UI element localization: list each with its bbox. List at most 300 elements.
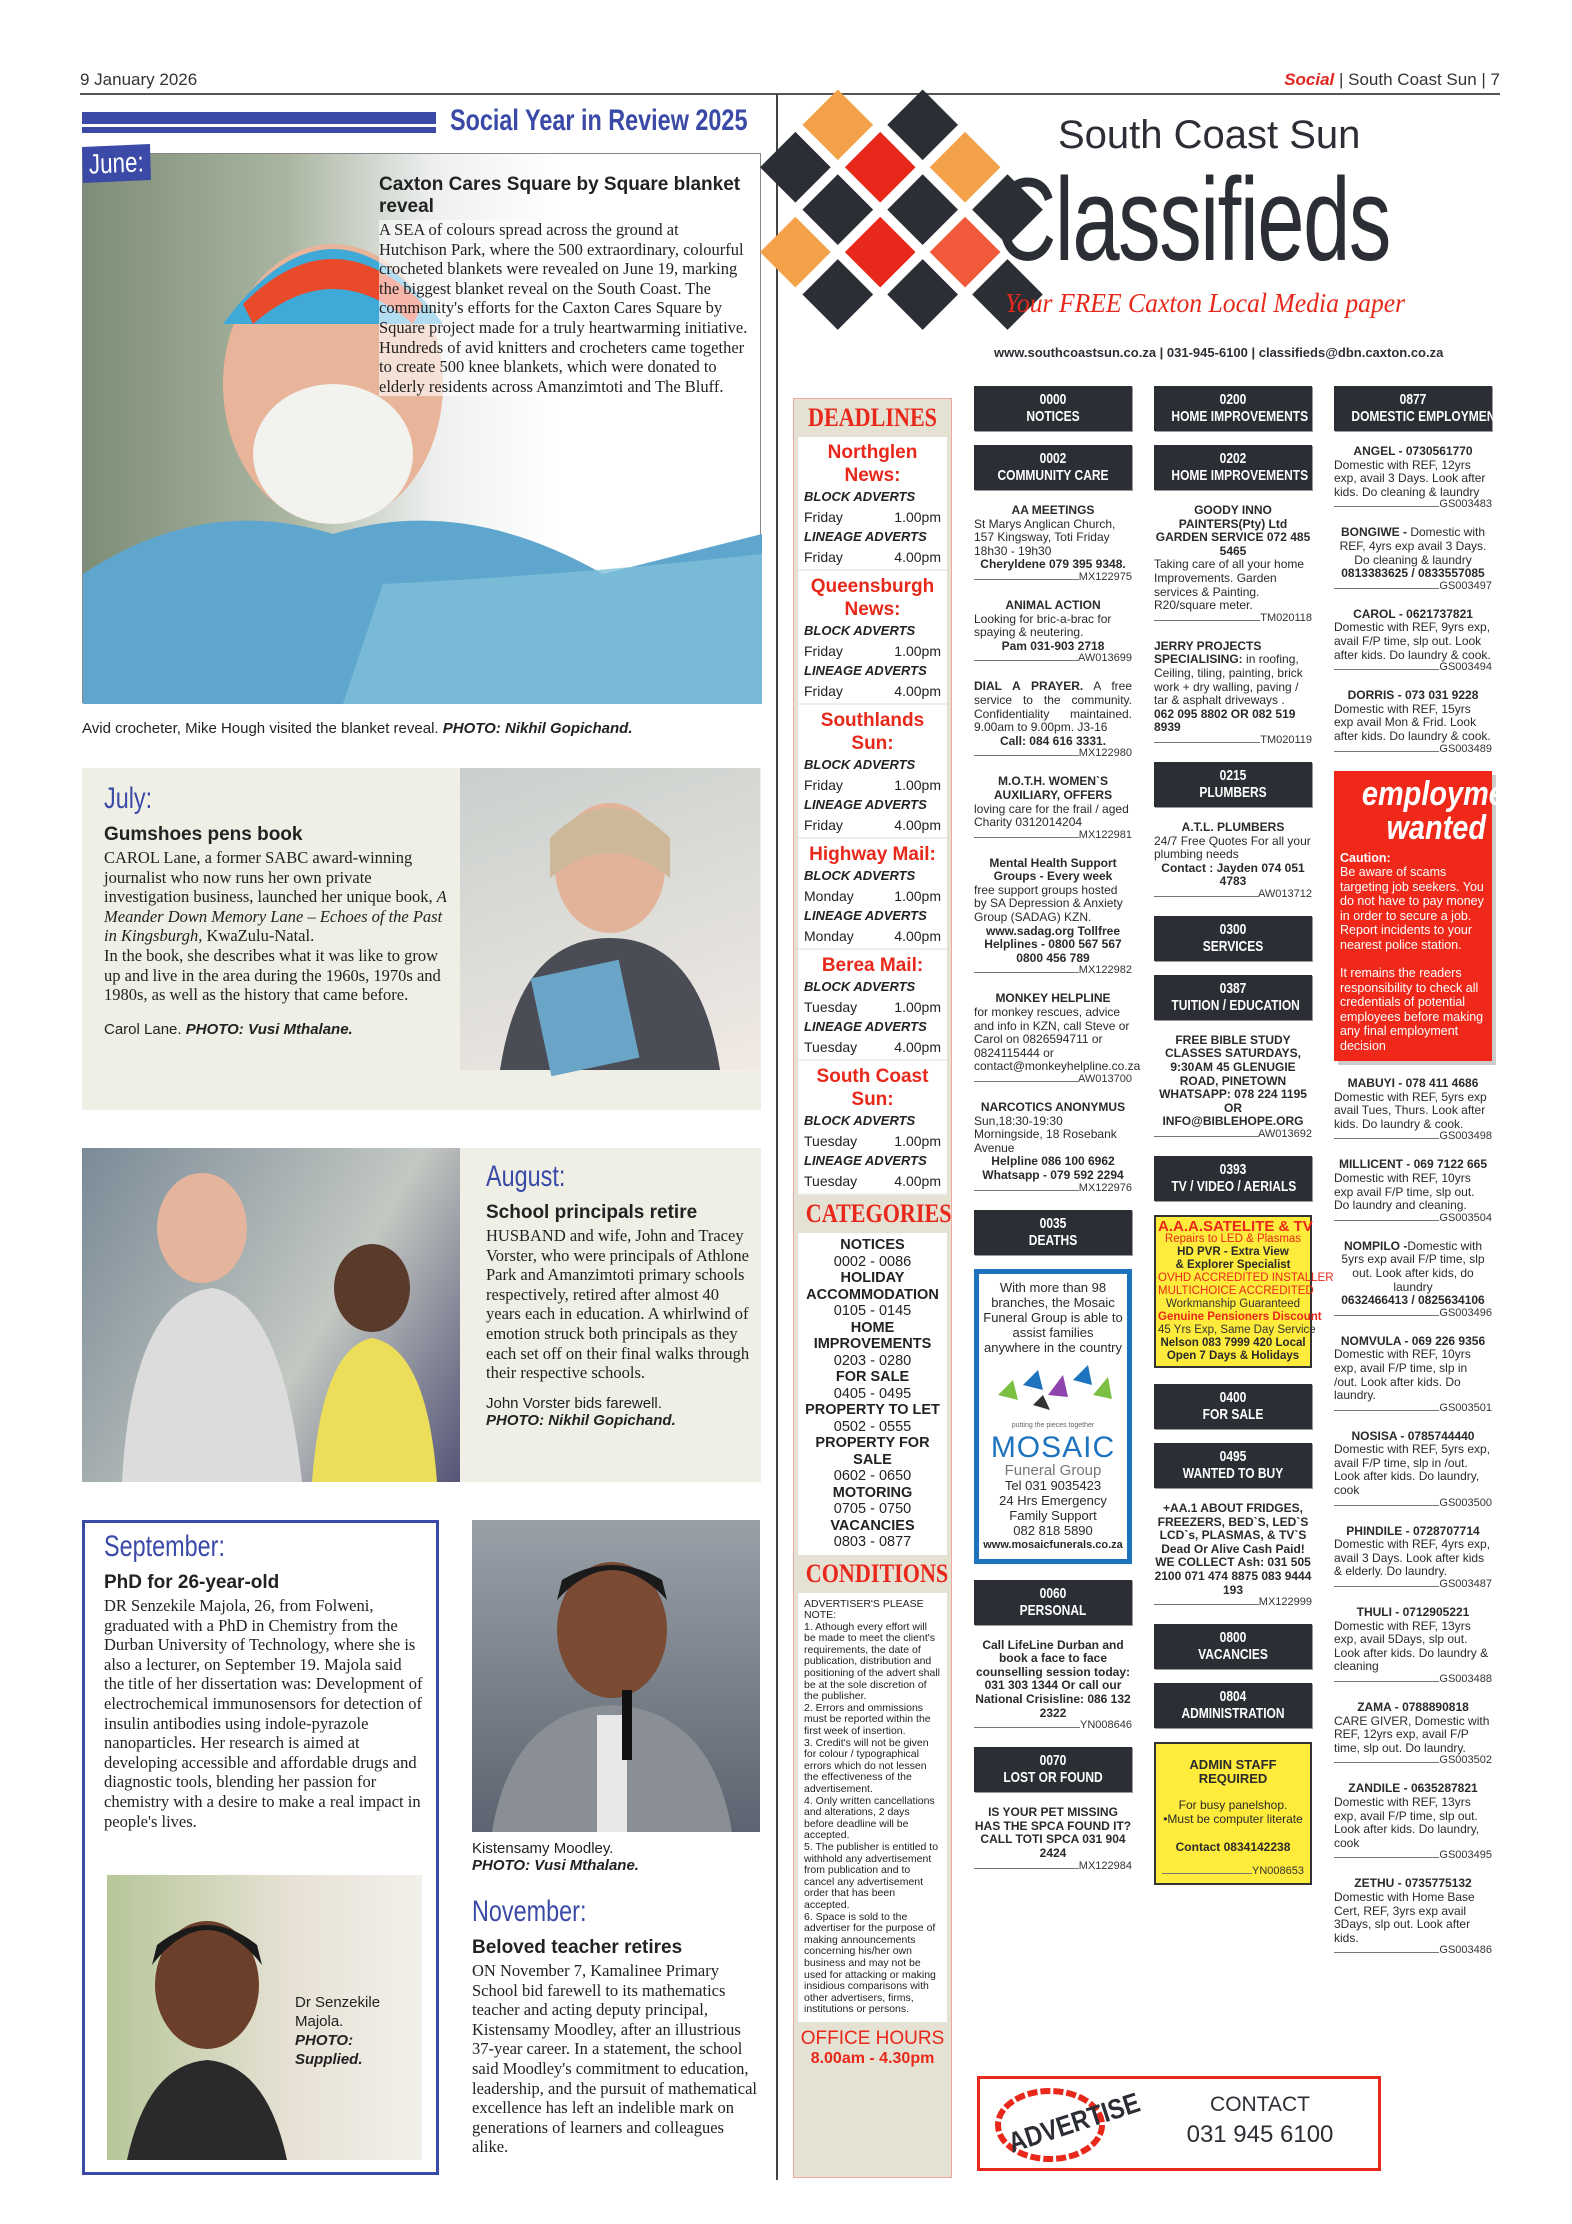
august-photo <box>82 1148 460 1482</box>
category-name: FOR SALE <box>835 1369 910 1385</box>
mosaic-logo-icon <box>983 1355 1123 1418</box>
category-header-0393[interactable] <box>1154 1156 1312 1201</box>
ref-code: GS003486 <box>1439 1944 1492 1957</box>
ad-body: Domestic with REF, 15yrs exp avail Mon & Frid. Look after kids. Do laundry & cook. <box>1334 701 1491 743</box>
classified-ad <box>1154 821 1312 900</box>
moodley-photo-illustration <box>472 1520 760 1832</box>
ad-heading: ZAMA - 0788890818 <box>1357 1700 1469 1714</box>
ref-rule <box>1162 1873 1252 1874</box>
deadline-cell: 1.00pm <box>894 1133 941 1149</box>
category-header-0800[interactable] <box>1154 1624 1312 1669</box>
ad-text: With more than 98 branches, the Mosaic Funeral Group is able to assist families anywhere in the country <box>983 1279 1123 1355</box>
classifieds-column-2 <box>1154 386 1334 1901</box>
deadline-entry <box>798 437 947 571</box>
ad-reference <box>1154 889 1312 900</box>
ad-text: Domestic with 5yrs exp avail F/P time, slp out. Look after kids, do laundry <box>1341 1238 1485 1294</box>
title-bar <box>82 127 436 133</box>
june-headline: Caxton Cares Square by Square blanket reveal <box>379 174 741 217</box>
category-item <box>798 1237 947 1270</box>
deadline-row <box>798 886 947 906</box>
caution-text: Be aware of scams targeting job seekers. You do not have to pay money in order to secure a job. Report incidents to your nearest police station. <box>1340 865 1484 952</box>
category-code: 0060 <box>1039 1584 1067 1602</box>
category-title: VACANCIES <box>1198 1646 1268 1664</box>
classified-ad <box>1334 1877 1492 1956</box>
deadline-cell: BLOCK ADVERTS <box>804 979 916 994</box>
ad-heading: AA MEETINGS <box>1011 503 1095 517</box>
ad-heading: NARCOTICS ANONYMUS <box>980 1100 1126 1114</box>
deadline-cell: Friday <box>804 643 843 659</box>
senzekile-photo-illustration <box>107 1875 307 2160</box>
masthead-logo-pattern <box>791 97 985 369</box>
category-code: 0000 <box>1039 391 1067 408</box>
ref-code: TM020118 <box>1260 611 1312 624</box>
office-hours <box>794 2022 951 2072</box>
ad-contact: www.sadag.org Tollfree Helplines - 0800 567 567 0800 456 789 <box>984 923 1122 965</box>
category-code: 0495 <box>1219 1448 1247 1466</box>
deadline-cell: LINEAGE ADVERTS <box>804 1153 927 1168</box>
ad-reference <box>974 1074 1132 1085</box>
ref-rule <box>974 1190 1079 1191</box>
ad-heading: ANIMAL ACTION <box>1005 597 1101 612</box>
ref-code: MX122975 <box>1078 570 1132 583</box>
category-code: 0300 <box>1219 920 1247 938</box>
ad-reference <box>1334 1403 1492 1414</box>
classified-ad <box>1154 504 1312 624</box>
ad-reference <box>1334 1945 1492 1956</box>
september-body: DR Senzekile Majola, 26, from Folweni, graduated with a PhD in Chemistry from the Durban University of Technology, where she is also a lecturer, on September 19. Majola said the title of her dissertation was: Development of electrochemical immunosensors for detection of insulin antibodies using indole-pyrazole nanoparticles. Her research is aimed at developing accessible and affordable drugs and diagnostic tools, blending her passion for chemistry with a desire to make a real impact in people's lives. <box>104 1596 423 1831</box>
conditions-text: ADVERTISER'S PLEASE NOTE: 1. Athough every effort will be made to meet the client's requirements, the date of publication, distribution and positioning of the advert shall be at the sole discretion of the publisher. 2. Errors and ommissions must be reported within the first week of insertion. 3. Credit's will not be given for colour / typographical errors which do not lessen the effectiveness of the advertisement. 4. Only written cancellations and alterations, 2 days before deadline will be accepted. 5. The publisher is entitled to withhold any advertisement from publication and to cancel any advertisement order that has been accepted. 6. Space is sold to the advertiser for the purpose of making announcements concerning his/her own business and may not be used for attacking or making insidious comparisons with other advertisers, firms, institutions or persons. <box>798 1593 947 2022</box>
advertise-contact <box>1155 2093 1365 2149</box>
deadline-row <box>798 507 947 527</box>
ad-body: Domestic with REF, 5yrs exp, avail F/P time, slp in /out. Look after kids. Do laundry, cook <box>1334 1442 1491 1498</box>
september-article <box>104 1530 424 1831</box>
ref-code: YN008646 <box>1080 1719 1132 1732</box>
category-name: NOTICES <box>840 1237 905 1253</box>
ref-rule <box>1334 1857 1439 1858</box>
september-photo <box>107 1875 422 2160</box>
deadline-cell: 1.00pm <box>894 777 941 793</box>
paper-page: | South Coast Sun | 7 <box>1334 70 1500 89</box>
categories-heading: CATEGORIES <box>805 1199 952 1228</box>
ad-reference <box>1334 1850 1492 1861</box>
ref-code: AW013700 <box>1077 1073 1132 1085</box>
category-code: 0800 <box>1219 1629 1247 1647</box>
ref-rule <box>1334 506 1439 507</box>
classified-ad <box>1334 1158 1492 1223</box>
deadline-cell: Friday <box>804 817 843 833</box>
ad-contact: 062 095 8802 OR 082 519 8939 <box>1154 706 1296 735</box>
ref-code: GS003501 <box>1439 1401 1492 1414</box>
category-header-0070[interactable] <box>974 1747 1132 1792</box>
photo-credit: PHOTO: Vusi Mthalane. <box>472 1857 639 1874</box>
category-code: 0200 <box>1219 391 1247 408</box>
classified-ad <box>974 991 1141 1085</box>
ref-code: GS003504 <box>1439 1211 1492 1224</box>
page-info <box>1284 70 1500 90</box>
mosaic-emergency: 24 Hrs Emergency Family Support <box>999 1492 1107 1523</box>
masthead-contact: www.southcoastsun.co.za | 031-945-6100 | classifieds@dbn.caxton.co.za <box>994 345 1444 360</box>
ref-code: MX122981 <box>1078 828 1132 841</box>
ref-rule <box>1154 620 1260 621</box>
ad-heading: +AA.1 ABOUT FRIDGES, FREEZERS, BED`S, LED`S LCD`s, PLASMAS, & TV`S Dead Or Alive Cash Paid! WE COLLECT Ash: 031 505 2100 071 474 8875 083 9444 193 <box>1154 1501 1312 1597</box>
deadline-row <box>798 755 947 775</box>
deadline-row <box>798 681 947 701</box>
month-tag-june: June: <box>82 144 151 183</box>
ref-code: GS003496 <box>1439 1306 1492 1319</box>
ref-rule <box>1334 588 1439 589</box>
deadline-row <box>798 1111 947 1131</box>
deadline-cell: 4.00pm <box>894 928 941 944</box>
category-code: 0804 <box>1219 1688 1247 1706</box>
ad-body: Domestic with REF, 4yrs exp, avail 3 Days. Look after kids & elderly. Do laundry. <box>1334 1537 1491 1579</box>
ad-contact: Contact 0834142238 <box>1175 1839 1291 1854</box>
ref-rule <box>974 755 1079 756</box>
deadline-entry <box>798 839 947 950</box>
deadlines-list <box>798 437 947 1195</box>
ref-code: TM020119 <box>1260 733 1312 746</box>
july-article <box>104 782 449 1038</box>
category-item <box>798 1270 947 1320</box>
advertise-stamp-text: ADVERTISE <box>1004 2086 1144 2159</box>
caption-text: Kistensamy Moodley. <box>472 1840 614 1857</box>
deadline-cell: LINEAGE ADVERTS <box>804 797 927 812</box>
classified-ad <box>1334 1240 1492 1319</box>
ref-code: GS003494 <box>1439 661 1492 674</box>
header-rule <box>80 93 1500 95</box>
classified-ad <box>1334 608 1492 673</box>
ref-rule <box>1334 1315 1439 1316</box>
deadline-entry <box>798 571 947 705</box>
ad-reference <box>974 830 1132 841</box>
category-title: PLUMBERS <box>1199 783 1267 801</box>
ad-line: Open 7 Days & Holidays <box>1166 1350 1300 1363</box>
classifieds-column-1 <box>974 386 1141 1888</box>
ad-body: Domestic with REF, 10yrs exp avail F/P time, slp out. Do laundry and cleaning. <box>1334 1170 1475 1213</box>
ad-reference <box>974 1861 1132 1872</box>
ref-code: AW013699 <box>1077 652 1132 665</box>
ad-heading: MONKEY HELPLINE <box>995 991 1111 1006</box>
ad-text: A free service to the community. Confidentiality maintained. 9.00am to 9.00pm. J3-16 <box>974 679 1132 735</box>
classified-ad <box>974 1639 1132 1732</box>
admin-staff-ad[interactable] <box>1154 1742 1312 1885</box>
ad-body <box>1334 526 1492 567</box>
ad-heading: Mental Health Support Groups - Every week <box>989 855 1117 884</box>
category-title: HOME IMPROVEMENTS <box>1171 408 1309 425</box>
september-caption <box>295 1993 415 2069</box>
category-title: COMMUNITY CARE <box>997 467 1109 484</box>
ref-code: MX122980 <box>1078 747 1132 760</box>
category-header-0400[interactable] <box>1154 1384 1312 1429</box>
category-header-0060[interactable] <box>974 1580 1132 1625</box>
classified-ad <box>1154 1034 1312 1140</box>
ad-contact: Helpline 086 100 6962 Whatsapp - 079 592 2294 <box>982 1154 1124 1182</box>
category-header-0202[interactable] <box>1154 445 1312 490</box>
ad-line: Genuine Pensioners Discount <box>1158 1311 1322 1324</box>
september-headline: PhD for 26-year-old <box>104 1572 280 1593</box>
deadlines-heading: DEADLINES <box>808 403 937 432</box>
ref-code: GS003500 <box>1439 1496 1492 1509</box>
november-headline: Beloved teacher retires <box>472 1937 683 1958</box>
november-article <box>472 1895 762 2157</box>
ref-code: GS003489 <box>1439 742 1492 755</box>
classified-ad <box>1334 689 1492 754</box>
ref-code: AW013712 <box>1257 887 1312 900</box>
ad-body: free support groups hosted by SA Depression & Anxiety Group (SADAG) KZN. <box>974 882 1123 925</box>
deadline-cell: BLOCK ADVERTS <box>804 868 916 883</box>
category-title: TV / VIDEO / AERIALS <box>1171 1178 1297 1196</box>
ref-rule <box>974 660 1078 661</box>
ad-heading: MILLICENT - 069 7122 665 <box>1338 1157 1488 1172</box>
ref-code: GS003483 <box>1439 498 1492 511</box>
category-title: NOTICES <box>1026 408 1080 425</box>
ad-body: Looking for bric-a-brac for spaying & neutering. <box>974 611 1112 640</box>
caption-text: John Vorster bids farewell. <box>486 1394 662 1412</box>
category-name: HOLIDAY ACCOMMODATION <box>806 1270 939 1303</box>
category-name: HOME IMPROVEMENTS <box>813 1319 932 1352</box>
ad-reference <box>1154 735 1312 746</box>
category-header-0215[interactable] <box>1154 762 1312 807</box>
ref-code: MX122999 <box>1258 1596 1312 1609</box>
category-name: MOTORING <box>832 1484 913 1501</box>
advertise-box[interactable] <box>977 2076 1381 2171</box>
ref-code: GS003495 <box>1439 1849 1492 1862</box>
deadline-row <box>798 866 947 886</box>
ad-reference <box>1334 1213 1492 1224</box>
ad-heading: NOMVULA - 069 226 9356 <box>1340 1333 1486 1348</box>
satellite-tv-ad[interactable] <box>1154 1215 1334 1368</box>
ref-code: GS003488 <box>1439 1673 1492 1685</box>
category-name: PROPERTY FOR SALE <box>815 1435 930 1468</box>
photo-credit: PHOTO: Supplied. <box>295 2032 363 2068</box>
ad-line: MULTICHOICE ACCREDITED <box>1158 1285 1314 1298</box>
category-header-0035[interactable] <box>974 1210 1132 1255</box>
category-range: 0203 - 0280 <box>833 1352 912 1369</box>
classified-ad <box>1154 1502 1312 1608</box>
deadline-row <box>798 1037 947 1057</box>
category-title: FOR SALE <box>1202 1406 1264 1424</box>
ref-rule <box>1334 669 1439 670</box>
paper-name: South Coast Sun: <box>816 1066 929 1110</box>
ad-body: 24/7 Free Quotes For all your plumbing needs <box>1154 833 1311 862</box>
mosaic-logo-text: MOSAIC <box>990 1430 1116 1464</box>
ad-body <box>1154 640 1312 708</box>
deadline-cell: Monday <box>804 928 854 944</box>
category-code: 0215 <box>1219 766 1247 784</box>
employment-wanted-notice <box>1334 771 1533 1062</box>
deadline-cell: Friday <box>804 549 843 565</box>
classified-ad <box>974 504 1132 583</box>
mosaic-tel: Tel 031 9035423 <box>1004 1477 1102 1493</box>
ad-contact: 0632466413 / 0825634106 <box>1341 1293 1485 1308</box>
category-header-0387[interactable] <box>1154 975 1312 1020</box>
mosaic-slogan: putting the pieces together <box>1011 1421 1095 1429</box>
classified-ad <box>1334 1430 1492 1509</box>
contact-label: CONTACT <box>1210 2093 1310 2116</box>
photo-credit: PHOTO: Nikhil Gopichand. <box>486 1411 676 1429</box>
ad-body: St Marys Anglican Church, 157 Kingsway, Toti Friday 18h30 - 19h30 <box>974 516 1116 558</box>
november-photo <box>472 1520 760 1832</box>
deadline-row <box>798 487 947 507</box>
category-range: 0502 - 0555 <box>833 1418 912 1435</box>
deadline-row <box>798 1151 947 1171</box>
category-header-0877[interactable] <box>1334 386 1559 431</box>
ad-body <box>974 680 1132 734</box>
deadline-cell: 1.00pm <box>894 643 941 659</box>
ad-heading: IS YOUR PET MISSING HAS THE SPCA FOUND IT? CALL TOTI SPCA 031 904 2424 <box>974 1805 1132 1860</box>
contact-phone: 031 945 6100 <box>1186 2121 1334 2148</box>
classified-ad <box>1334 445 1492 510</box>
category-header-0804[interactable] <box>1154 1683 1312 1728</box>
category-item <box>798 1320 947 1370</box>
august-body: HUSBAND and wife, John and Tracey Vorster, who were principals of Athlone Park and Amanzimtoti primary schools respectively, retired after almost 40 years each in education. A whirlwind of emotion struck both principals as they each set off on their final walks through their respective schools. <box>486 1226 750 1383</box>
deadline-cell: Tuesday <box>804 999 858 1015</box>
category-range: 0705 - 0750 <box>833 1501 912 1517</box>
ad-reference <box>1154 1597 1312 1608</box>
deadline-cell: 4.00pm <box>894 549 941 565</box>
ad-reference <box>1334 744 1492 755</box>
ad-contact: Contact : Jayden 074 051 4783 <box>1161 860 1305 889</box>
july-photo <box>460 768 760 1070</box>
office-hours-label: OFFICE HOURS <box>800 2027 945 2049</box>
ad-reference <box>974 748 1132 759</box>
ad-heading: DIAL A PRAYER. <box>974 679 1084 694</box>
mosaic-funeral-ad[interactable] <box>974 1269 1132 1564</box>
ref-rule <box>1154 742 1260 743</box>
body-text: KwaZulu-Natal. <box>202 926 315 946</box>
category-range: 0602 - 0650 <box>833 1468 912 1484</box>
deadline-cell: LINEAGE ADVERTS <box>804 1019 927 1034</box>
ad-body: Domestic with REF, 5yrs exp avail Tues, Thurs. Look after kids. Do laundry & cook. <box>1334 1089 1487 1131</box>
ref-code: GS003502 <box>1439 1754 1492 1767</box>
deadline-cell: 1.00pm <box>894 999 941 1015</box>
deadline-cell: Friday <box>804 683 843 699</box>
category-title: ADMINISTRATION <box>1181 1705 1285 1723</box>
ad-reference <box>974 653 1132 664</box>
month-label-november: November: <box>472 1895 587 1928</box>
category-header-0495[interactable] <box>1154 1443 1312 1488</box>
ref-rule <box>1334 1410 1439 1411</box>
ad-line: Nelson 083 7999 420 Local <box>1160 1337 1306 1350</box>
category-name: VACANCIES <box>830 1517 915 1534</box>
july-headline: Gumshoes pens book <box>104 824 303 845</box>
classified-ad <box>1154 640 1312 746</box>
ad-reference <box>1334 1674 1492 1685</box>
deadline-cell: 4.00pm <box>894 1173 941 1189</box>
ref-rule <box>1334 1681 1439 1682</box>
ad-reference <box>974 1720 1132 1731</box>
ad-reference <box>1154 1129 1312 1140</box>
category-title: HOME IMPROVEMENTS <box>1171 467 1309 484</box>
ad-body: Domestic with REF, 13yrs exp, avail 5Days, slp out. Look after kids. Do laundry & cleaning <box>1334 1618 1489 1674</box>
category-title: WANTED TO BUY <box>1182 1465 1284 1483</box>
page-title: Social Year in Review 2025 <box>450 104 748 137</box>
category-item <box>798 1402 947 1435</box>
ref-code: MX122976 <box>1078 1181 1132 1194</box>
classifieds-column-3 <box>1334 386 1559 1972</box>
ad-heading: NOMPILO - <box>1343 1238 1408 1253</box>
category-header-0000[interactable] <box>974 386 1132 431</box>
ad-heading: ZETHU - 0735775132 <box>1354 1876 1472 1891</box>
ad-line: Workmanship Guaranteed <box>1165 1298 1301 1311</box>
category-code: 0400 <box>1219 1389 1247 1407</box>
ad-text: Domestic with REF, 4yrs exp avail 3 Days. Do cleaning & laundry <box>1339 525 1487 567</box>
ad-heading: JERRY PROJECTS SPECIALISING: <box>1154 638 1262 667</box>
month-label-august: August: <box>486 1160 566 1193</box>
category-title: PERSONAL <box>1019 1601 1087 1619</box>
ad-line: A.A.A.SATELITE & TV <box>1158 1218 1313 1236</box>
masthead-paper-name: South Coast Sun <box>1058 113 1361 157</box>
deadline-entry <box>798 1061 947 1195</box>
ad-body: Taking care of all your home Improvements. Garden services & Painting. R20/square meter. <box>1154 557 1305 613</box>
book-title: A Meander Down Memory Lane – Echoes of the Past in Kingsburgh, <box>104 887 447 946</box>
classified-ad <box>974 775 1132 840</box>
category-range: 0803 - 0877 <box>833 1534 912 1550</box>
advertise-stamp-icon <box>990 2086 1144 2162</box>
ad-line: Repairs to LED & Plasmas <box>1164 1233 1302 1246</box>
june-article <box>379 170 749 396</box>
ad-heading: CAROL - 0621737821 <box>1353 606 1473 621</box>
ref-code: AW013692 <box>1257 1128 1312 1141</box>
classified-ad <box>1334 1335 1492 1414</box>
deadline-cell: Friday <box>804 777 843 793</box>
paper-name: Northglen News: <box>827 442 918 486</box>
section-name: Social <box>1284 70 1335 89</box>
month-label-july: July: <box>104 782 153 815</box>
category-item <box>798 1485 947 1518</box>
deadline-row <box>798 977 947 997</box>
caution-label: Caution: <box>1340 850 1391 865</box>
mosaic-website[interactable]: www.mosaicfunerals.co.za <box>983 1538 1123 1551</box>
deadline-cell: BLOCK ADVERTS <box>804 1113 916 1128</box>
deadline-cell: Friday <box>804 509 843 525</box>
category-header-0200[interactable] <box>1154 386 1312 431</box>
category-code: 0035 <box>1039 1214 1067 1232</box>
ad-heading: THULI - 0712905221 <box>1356 1605 1470 1620</box>
ad-contact: Call: 084 616 3331. <box>999 733 1107 748</box>
june-body: A SEA of colours spread across the ground at Hutchison Park, where the 500 extraordinary, colourful crocheted blankets were revealed on June 19, marking the biggest blanket reveal on the South Coast. The community's efforts for the Caxton Cares Square by Square project made for a truly heartwarming initiative. Hundreds of avid knitters and crocheters came together to create 500 knee blankets, which were donated to elderly residents across Amanzimtoti and The Bluff. <box>379 220 748 396</box>
deadline-row <box>798 997 947 1017</box>
ad-contact: Pam 031-903 2718 <box>1001 638 1105 653</box>
deadline-cell: 4.00pm <box>894 817 941 833</box>
ad-body: Domestic with REF, 12yrs exp, avail 3 Days. Look after kids. Do cleaning & laundry <box>1334 457 1486 499</box>
masthead-tagline: Your FREE Caxton Local Media paper <box>1005 288 1406 318</box>
deadline-row <box>798 906 947 926</box>
ref-rule <box>1334 1952 1439 1953</box>
paper-name: Berea Mail: <box>821 955 924 976</box>
classified-ad <box>1334 526 1492 591</box>
month-label-september: September: <box>104 1530 225 1563</box>
ad-heading: FREE BIBLE STUDY CLASSES SATURDAYS, 9:30AM 45 GLENUGIE ROAD, PINETOWN WHATSAPP: 078 224 1195 OR INFO@BIBLEHOPE.ORG <box>1159 1032 1307 1129</box>
ad-heading: DORRIS - 073 031 9228 <box>1347 688 1479 703</box>
classified-ad <box>1334 1606 1492 1685</box>
title-bar <box>82 112 436 124</box>
column-divider <box>776 94 778 2180</box>
paper-name: Highway Mail: <box>809 844 936 865</box>
ad-heading: PHINDILE - 0728707714 <box>1346 1523 1480 1538</box>
ref-rule <box>974 579 1079 580</box>
ad-line: & Explorer Specialist <box>1175 1259 1291 1272</box>
deadline-cell: Tuesday <box>804 1133 858 1149</box>
masthead-title: Classifieds <box>995 154 1390 286</box>
july-body <box>104 848 449 1005</box>
ad-contact: Cheryldene 079 395 9348. <box>980 557 1126 572</box>
deadline-row <box>798 661 947 681</box>
category-title: DOMESTIC EMPLOYMENT WANTED <box>1351 408 1559 425</box>
category-header-0300[interactable] <box>1154 916 1312 961</box>
category-header-0002[interactable] <box>974 445 1132 490</box>
ad-reference <box>1334 581 1492 592</box>
deadline-cell: 4.00pm <box>894 1039 941 1055</box>
